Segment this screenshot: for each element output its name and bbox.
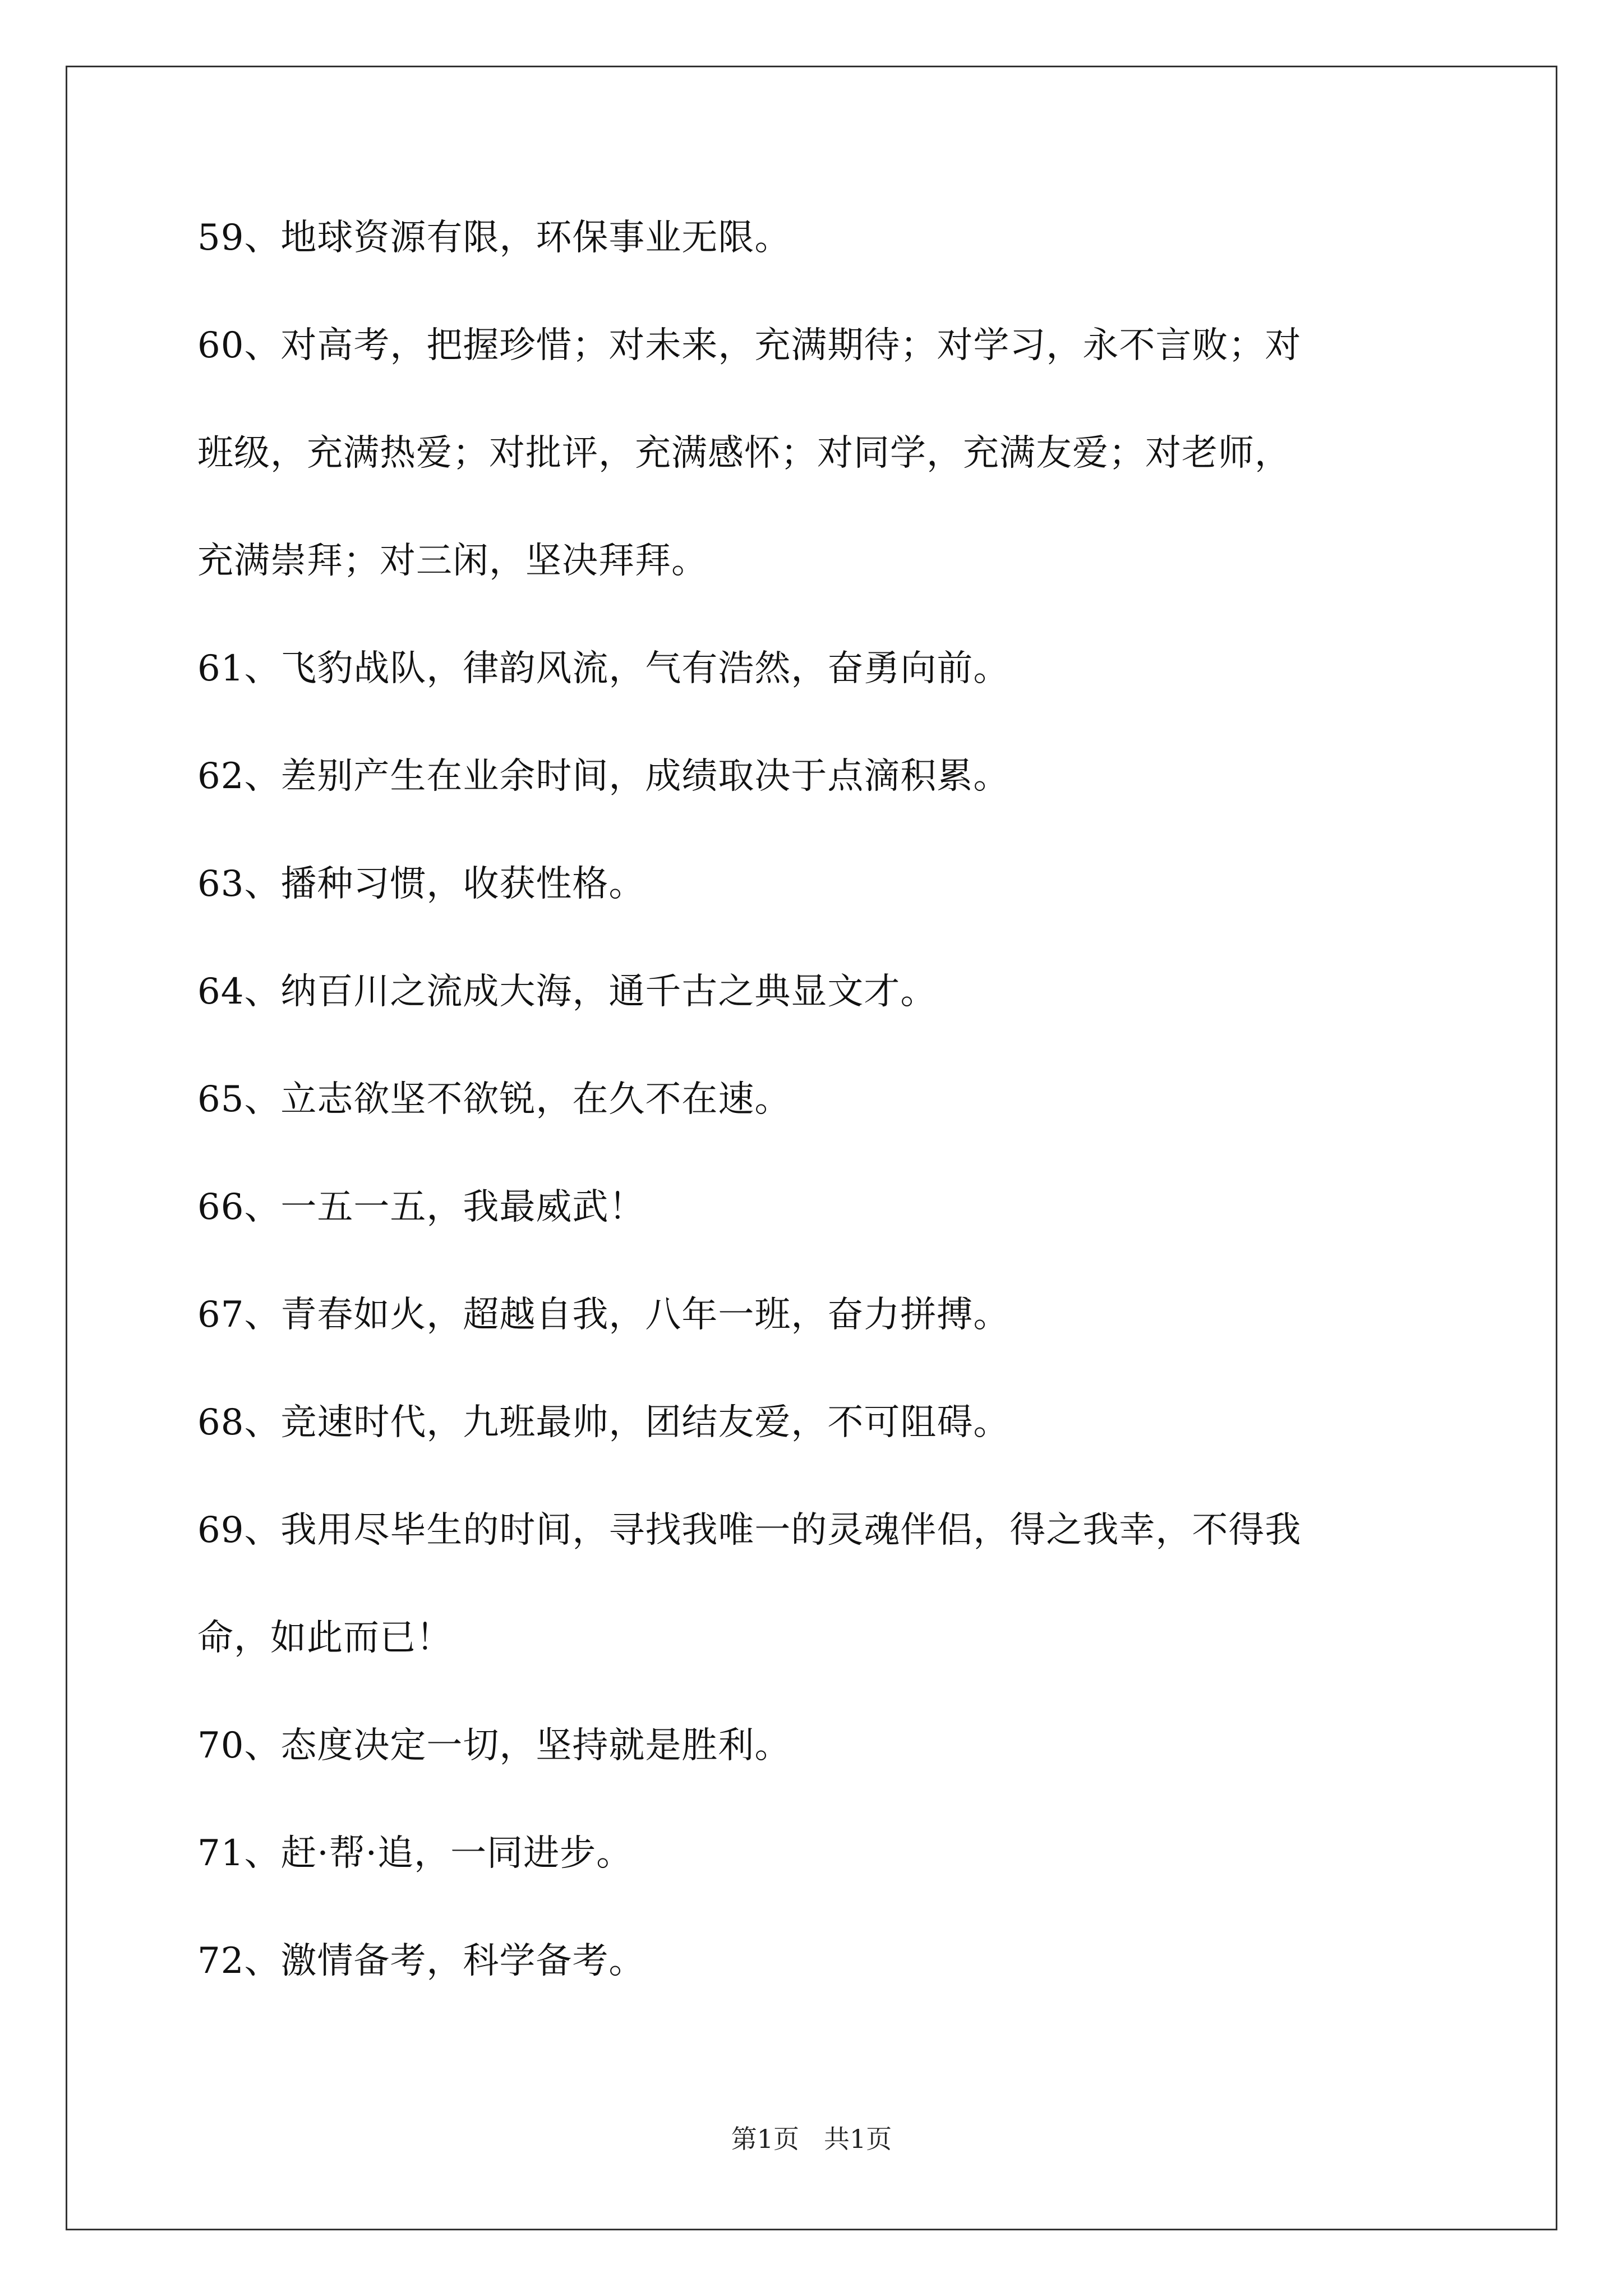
text-line: 72、激情备考，科学备考。 xyxy=(197,1940,645,1982)
text-line: 71、赶·帮·追，一同进步。 xyxy=(197,1833,633,1874)
text-line: 班级，充满热爱；对批评，充满感怀；对同学，充满友爱；对老师， xyxy=(197,432,1291,474)
text-line: 充满崇拜；对三闲，坚决拜拜。 xyxy=(197,540,708,582)
text-line: 59、地球资源有限，环保事业无限。 xyxy=(197,217,791,259)
text-line: 65、立志欲坚不欲锐，在久不在速。 xyxy=(197,1079,791,1120)
text-line: 68、竞速时代，九班最帅，团结友爱，不可阻碍。 xyxy=(197,1402,1010,1443)
text-line: 64、纳百川之流成大海，通千古之典显文才。 xyxy=(197,971,937,1013)
page-number: 第1页 xyxy=(731,2124,799,2154)
text-line: 67、青春如火，超越自我，八年一班，奋力拼搏。 xyxy=(197,1294,1010,1336)
text-line: 命，如此而已！ xyxy=(197,1617,453,1659)
text-line: 61、飞豹战队，律韵风流，气有浩然，奋勇向前。 xyxy=(197,648,1010,689)
page-total: 共1页 xyxy=(824,2124,892,2154)
text-line: 62、差别产生在业余时间，成绩取决于点滴积累。 xyxy=(197,756,1010,797)
text-line: 70、态度决定一切，坚持就是胜利。 xyxy=(197,1725,791,1766)
text-line: 69、我用尽毕生的时间，寻找我唯一的灵魂伴侣，得之我幸，不得我 xyxy=(197,1510,1302,1551)
document-body xyxy=(197,217,1454,2051)
text-line: 66、一五一五，我最威武！ xyxy=(197,1186,645,1228)
page-footer xyxy=(0,2124,1623,2154)
text-line: 63、播种习惯，收获性格。 xyxy=(197,863,645,905)
text-line: 60、对高考，把握珍惜；对未来，充满期待；对学习，永不言败；对 xyxy=(197,325,1302,366)
